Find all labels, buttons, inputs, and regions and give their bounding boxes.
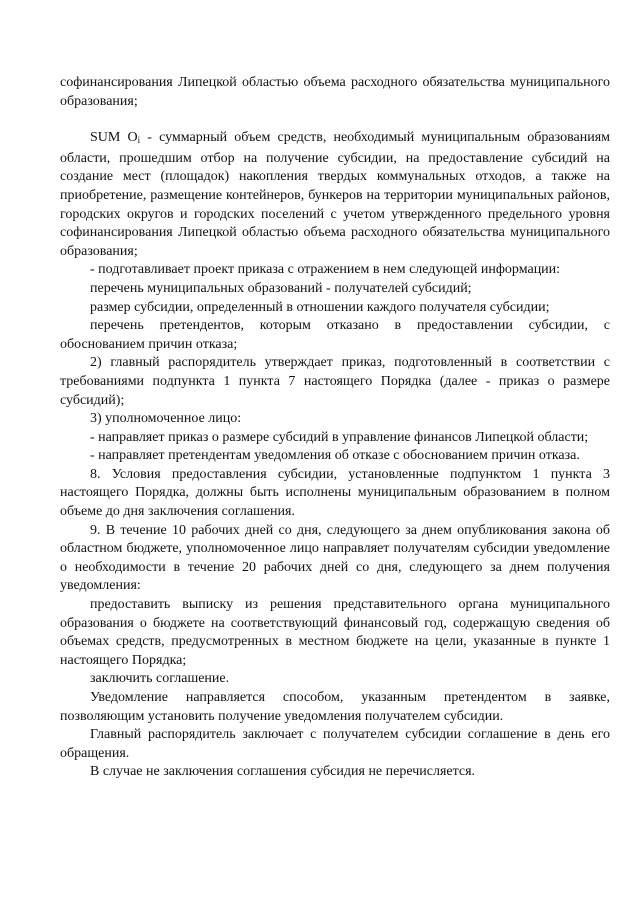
paragraph-item-8: 8. Условия предоставления субсидии, установленные подпунктом 1 пункта 3 настоящего Порядка, должны быть исполнены муниципальным образованием в полном объеме до дня заключения соглашения. [60, 466, 610, 520]
paragraph-refused-list: перечень претендентов, которым отказано в предоставлении субсидии, с обоснованием причин отказа; [60, 318, 610, 352]
paragraph-cofinancing: софинансирования Липецкой областью объема расходного обязательства муниципального образования; [60, 75, 610, 109]
paragraph-approve-order: 2) главный распорядитель утверждает приказ, подготовленный в соответствии с требованиями подпункта 1 пункта 7 настоящего Порядка (далее - приказ о размере субсидий); [60, 355, 610, 408]
sum-symbol: SUM O [90, 130, 138, 146]
paragraph-send-refusal: - направляет претендентам уведомления об отказе с обоснованием причин отказа. [90, 448, 580, 464]
paragraph-subsidy-size: размер субсидии, определенный в отношении каждого получателя субсидии; [90, 299, 550, 315]
paragraph-prepare-order: - подготавливает проект приказа с отражением в нем следующей информации: [90, 262, 561, 278]
document-page [60, 74, 610, 782]
paragraph-no-transfer: В случае не заключения соглашения субсидия не перечисляется. [90, 764, 476, 780]
paragraph-notification-method: Уведомление направляется способом, указанным претендентом в заявке, позволяющим установить получение уведомления получателем субсидии. [60, 690, 610, 724]
paragraph-sum-definition [60, 129, 610, 261]
paragraph-item-9: 9. В течение 10 рабочих дней со дня, следующего за днем опубликования закона об областном бюджете, уполномоченное лицо направляет получателям субсидии уведомление о необходимости в течение 20 рабочих дней со дня, следующего за днем получения уведомления: [60, 522, 610, 594]
paragraph-provide-extract: предоставить выписку из решения представительного органа муниципального образования о бюджете на соответствующий финансовый год, содержащую сведения об объемах средств, предусмотренных в местном бюджете на цели, указанные в пункте 1 настоящего Порядка; [60, 597, 610, 668]
paragraph-send-order: - направляет приказ о размере субсидий в управление финансов Липецкой области; [90, 429, 589, 445]
paragraph-agreement-day: Главный распорядитель заключает с получателем субсидии соглашение в день его обращения. [60, 727, 610, 761]
paragraph-recipients-list: перечень муниципальных образований - получателей субсидий; [90, 280, 472, 296]
sum-definition-text: - суммарный объем средств, необходимый муниципальным образованиям области, прошедшим отбор на получение субсидии, на предоставление субсидий на создание мест (площадок) накопления твердых коммунальных отходов, а также на приобретение, размещение контейнеров, бункеров на территории муниципальных районов, городских округов и городских поселений с учетом утвержденного предельного уровня софинансирования Липецкой областью объема расходного обязательства муниципального образования; [60, 130, 610, 259]
sum-subscript: i [137, 135, 141, 146]
paragraph-conclude-agreement: заключить соглашение. [90, 671, 230, 687]
paragraph-authorized-person: 3) уполномоченное лицо: [90, 411, 242, 427]
paragraph-gap [60, 111, 610, 129]
